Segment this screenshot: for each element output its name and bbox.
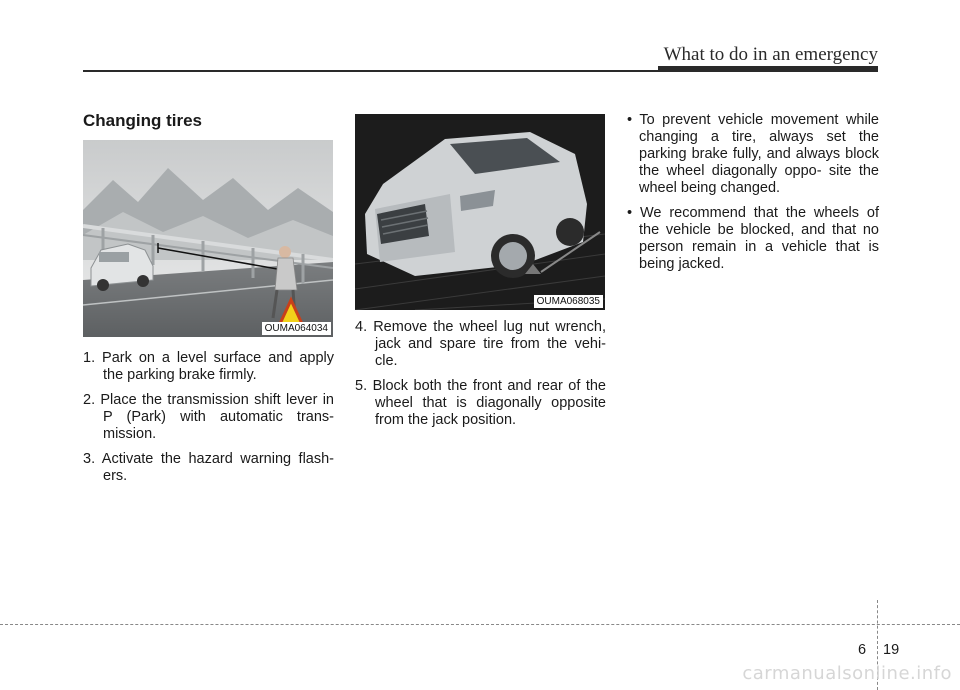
header-title: What to do in an emergency: [663, 44, 878, 65]
step-text: Block both the front and rear of the wheel that is diagonally opposite from the jack position.: [372, 378, 606, 428]
step-number: 2.: [83, 392, 96, 408]
bullet-mark: •: [627, 112, 633, 128]
page-number: 19: [883, 642, 900, 658]
section-title: Changing tires: [83, 111, 203, 130]
step-item: [83, 451, 334, 485]
bullet-text: To prevent vehicle movement while changing a tire, always set the parking brake fully, and always block the wheel diagonally oppo- site the wheel being changed.: [639, 112, 879, 196]
bullet-mark: •: [627, 205, 633, 221]
step-number: 1.: [83, 350, 96, 366]
step-text: Activate the hazard warning flash- ers.: [101, 451, 335, 484]
step-item: [355, 378, 606, 429]
bullet-text: We recommend that the wheels of the vehicle be blocked, and that no person remain in a vehicle that is being jacked.: [639, 205, 879, 272]
step-number: 4.: [355, 319, 368, 335]
steps-left: [83, 350, 334, 493]
step-number: 3.: [83, 451, 96, 467]
step-text: Park on a level surface and apply the parking brake firmly.: [102, 350, 334, 383]
figure-suv-jacked: [355, 114, 605, 310]
step-item: [83, 350, 334, 384]
figure-code: OUMA068035: [534, 295, 603, 308]
steps-center: [355, 319, 606, 437]
header-rule-accent: [658, 66, 878, 72]
step-text: Place the transmission shift lever in P (Park) with automatic trans- mission.: [100, 392, 334, 442]
bullets-right: [627, 112, 879, 281]
bullet-item: [627, 205, 879, 273]
step-item: [355, 319, 606, 370]
watermark: carmanualsonline.info: [742, 663, 952, 684]
step-text: Remove the wheel lug nut wrench, jack and spare tire from the vehi- cle.: [373, 319, 606, 369]
step-number: 5.: [355, 378, 368, 394]
figure-code: OUMA064034: [262, 322, 331, 335]
step-item: [83, 392, 334, 443]
bullet-item: [627, 112, 879, 197]
chapter-number: 6: [858, 642, 867, 658]
figure-roadside-warning: [83, 140, 333, 337]
footer-rule: [0, 624, 960, 625]
